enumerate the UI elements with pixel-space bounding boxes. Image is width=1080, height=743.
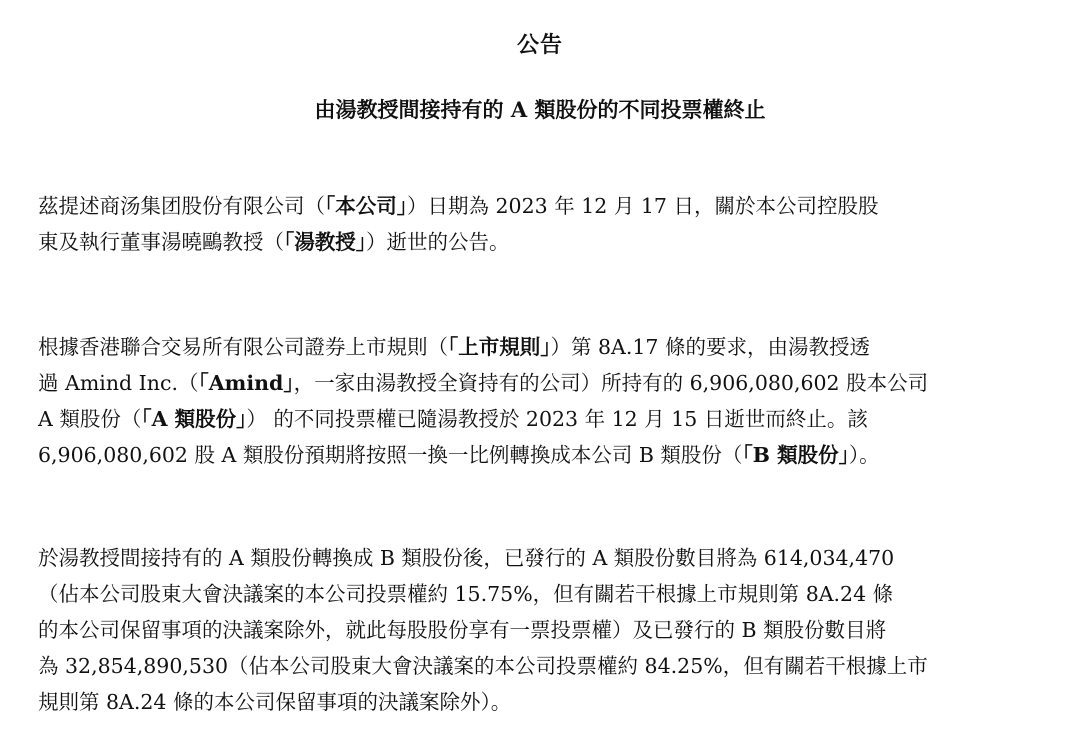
text-line: 茲提述商汤集团股份有限公司（「本公司」）日期為 2023 年 12 月 17 日，關於本公司控股股 <box>38 194 879 218</box>
text-line: 的本公司保留事項的決議案除外，就此每股股份享有一票投票權）及已發行的 B 類股份數目將 <box>38 618 887 642</box>
defined-term: 「上市規則」 <box>448 335 551 359</box>
text-line: 東及執行董事湯曉鷗教授（「湯教授」）逝世的公告。 <box>38 230 510 254</box>
text-line: 根據香港聯合交易所有限公司證券上市規則（「上市規則」）第 8A.17 條的要求，由湯教授透 <box>38 335 870 359</box>
defined-term: 「湯教授」 <box>284 230 366 254</box>
text-line: （佔本公司股東大會決議案的本公司投票權約 15.75%，但有關若干根據上市規則第 8A.24 條 <box>38 582 894 606</box>
text-line: 過 Amind Inc.（「Amind」，一家由湯教授全資持有的公司）所持有的 6,906,080,602 股本公司 <box>38 371 929 395</box>
defined-term: 「本公司」 <box>325 194 407 218</box>
paragraph-termination <box>38 329 1048 473</box>
announcement-title: 公告 <box>516 32 563 58</box>
paragraph-reference <box>38 188 1048 260</box>
text-line: 於湯教授間接持有的 A 類股份轉換成 B 類股份後，已發行的 A 類股份數目將為 614,034,470 <box>38 546 895 570</box>
paragraph-share-counts <box>38 540 1048 720</box>
text-line: 6,906,080,602 股 A 類股份預期將按照一換一比例轉換成本公司 B 類股份（「B 類股份」）。 <box>38 443 880 467</box>
text-line: 規則第 8A.24 條的本公司保留事項的決議案除外）。 <box>38 690 512 714</box>
defined-term: 「B 類股份」 <box>742 443 849 467</box>
text-line: A 類股份（「A 類股份」） 的不同投票權已隨湯教授於 2023 年 12 月 15 日逝世而終止。該 <box>38 407 868 431</box>
announcement-subtitle: 由湯教授間接持有的 A 類股份的不同投票權終止 <box>314 97 766 122</box>
defined-term: 「A 類股份」 <box>141 407 247 431</box>
defined-term: 「Amind」 <box>198 371 294 395</box>
text-line: 為 32,854,890,530（佔本公司股東大會決議案的本公司投票權約 84.25%，但有關若干根據上市 <box>38 654 928 678</box>
